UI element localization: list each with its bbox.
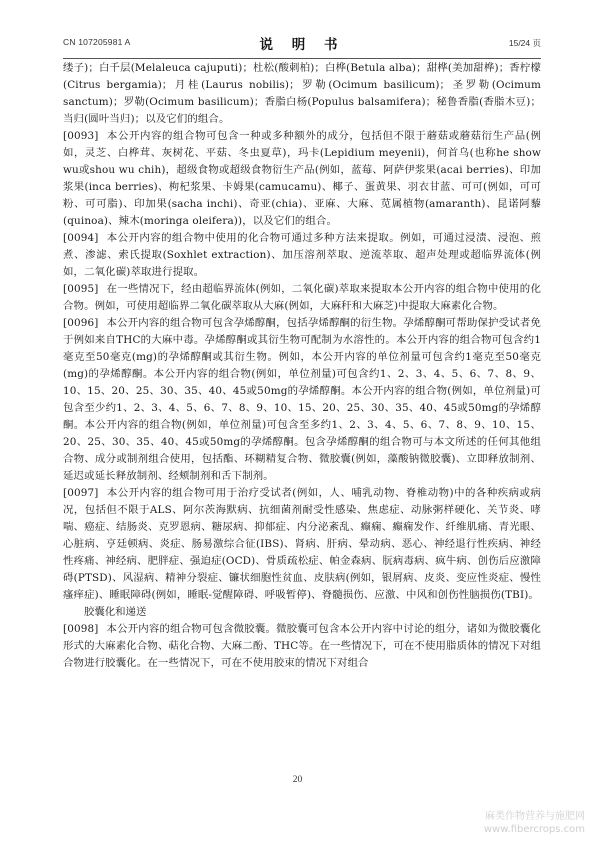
paragraph-text: 本公开内容的组合物可包含一种或多种额外的成分，包括但不限于蘑菇或蘑菇衍生产品(例如，灵芝、白桦茸、灰树花、平菇、冬虫夏草)，玛卡(Lepidium meyenii)，何首乌(也称he show wu或shou wu chih)，超级食物或超级食物衍生产品(例如，蓝莓、阿萨伊浆果(acai berries)、印加浆果(inca berries)、枸杞浆果、卡姆果(camucamu)、椰子、蛋黄果、羽衣甘蓝、可可(例如，可可粉、可可脂)、印加果(sacha inchi)、奇亚(chia)、亚麻、大麻、苋属植物(amaranth)、昆诺阿藜(quinoa)、辣木(moringa oleifera))，以及它们的组合。 — [63, 130, 541, 227]
paragraph-0098 — [63, 621, 541, 672]
paragraph-number: [0098] — [63, 623, 99, 635]
paragraph-text: 本公开内容的组合物中使用的化合物可通过多种方法来提取。例如，可通过浸渍、浸泡、煎煮、渗滤、索氏提取(Soxhlet extraction)、加压溶剂萃取、逆流萃取、超声处理或超临界流体(例如，二氧化碳)萃取进行提取。 — [63, 232, 541, 278]
paragraph-0097 — [63, 485, 541, 604]
paragraph-0094 — [63, 230, 541, 281]
paragraph-text: 本公开内容的组合物可包含微胶囊。微胶囊可包含本公开内容中讨论的组分，诸如为微胶囊化形式的大麻素化合物、萜化合物、大麻二酚、THC等。在一些情况下，可在不使用脂质体的情况下对组合物进行胶囊化。在一些情况下，可在不使用胶束的情况下对组合 — [63, 623, 541, 669]
paragraph-0096 — [63, 315, 541, 485]
paragraph-number: [0093] — [63, 130, 99, 142]
paragraph-text: 本公开内容的组合物可用于治疗受试者(例如，人、哺乳动物、脊椎动物)中的各种疾病或病况，包括但不限于ALS、阿尔茨海默病、抗细菌剂耐受性感染、焦虑症、动脉粥样硬化、关节炎、哮喘、癌症、结肠炎、克罗恩病、糖尿病、抑郁症、内分泌紊乱、癫痫、癫痫发作、纤维肌痛、青光眼、心脏病、亨廷顿病、炎症、肠易激综合征(IBS)、肾病、肝病、晕动病、恶心、神经退行性疾病、神经性疼痛、神经病、肥胖症、强迫症(OCD)、骨质疏松症、帕金森病、朊病毒病、疯牛病、创伤后应激障碍(PTSD)、风湿病、精神分裂症、镰状细胞性贫血、皮肤病(例如，银屑病、皮炎、变应性炎症、慢性瘙痒症)、睡眠障碍(例如，睡眠-觉醒障碍、呼吸暂停)、脊髓损伤、应激、中风和创伤性脑损伤(TBI)。 — [63, 487, 541, 601]
page-header — [63, 33, 541, 53]
watermark-url: www.fibercrops.com — [483, 824, 585, 835]
paragraph-text: 在一些情况下，经由超临界流体(例如，二氧化碳)萃取来提取本公开内容的组合物中使用的化合物。例如，可使用超临界二氧化碳萃取从大麻(例如，大麻秆和大麻芝)中提取大麻素化合物。 — [63, 283, 541, 312]
paragraph-number: [0096] — [63, 317, 99, 329]
header-divider — [63, 58, 541, 59]
paragraph-number: [0097] — [63, 487, 99, 499]
paragraph-number: [0095] — [63, 283, 99, 295]
document-body — [63, 60, 541, 672]
document-title: 说 明 书 — [259, 37, 345, 53]
paragraph-number: [0094] — [63, 232, 99, 244]
paragraph-text: 本公开内容的组合物可包含孕烯醇酮，包括孕烯醇酮的衍生物。孕烯醇酮可帮助保护受试者免于例如来自THC的大麻中毒。孕烯醇酮或其衍生物可配制为水溶性的。本公开内容的组合物可包含约1毫克至50毫克(mg)的孕烯醇酮或其衍生物。例如，本公开内容的单位剂量可包含约1毫克至50毫克(mg)的孕烯醇酮。本公开内容的组合物(例如，单位剂量)可包含约1、2、3、4、5、6、7、8、9、10、15、20、25、30、35、40、45或50mg的孕烯醇酮。本公开内容的组合物(例如，单位剂量)可包含至少约1、2、3、4、5、6、7、8、9、10、15、20、25、30、35、40、45或50mg的孕烯醇酮。本公开内容的组合物(例如，单位剂量)可包含至多约1、2、3、4、5、6、7、8、9、10、15、20、25、30、35、40、45或50mg的孕烯醇酮。包含孕烯醇酮的组合物可与本文所述的任何其他组合物、成分或制剂组合使用，包括酯、环糊精复合物、微胶囊(例如，藻酸钠微胶囊)、立即释放制剂、延迟或延长释放制剂、经颊制剂和舌下制剂。 — [63, 317, 541, 482]
publication-number: CN 107205981 A — [63, 37, 131, 47]
section-heading: 胶囊化和递送 — [84, 606, 147, 618]
paragraph-0095 — [63, 281, 541, 315]
site-watermark — [484, 810, 585, 836]
paragraph-0093 — [63, 128, 541, 230]
paragraph-text: 缕子)；白千层(Melaleuca cajuputi)；杜松(酸刺柏)；白桦(Betula alba)；甜桦(美加甜桦)；香柠檬(Citrus bergamia)；月桂(Laurus nobilis)；罗勒(Ocimum basilicum)；圣罗勒(Ocimum sanctum)；罗勒(Ocimum basilicum)；香脂白杨(Populus balsamifera)；秘鲁香脂(香脂木豆)；当归(圆叶当归)；以及它们的组合。 — [63, 62, 541, 125]
page-number: 20 — [292, 775, 303, 785]
watermark-title: 麻类作物营养与施肥网 — [485, 811, 585, 822]
paragraph-continued — [63, 60, 541, 128]
page-reference: 15/24 页 — [508, 38, 541, 48]
